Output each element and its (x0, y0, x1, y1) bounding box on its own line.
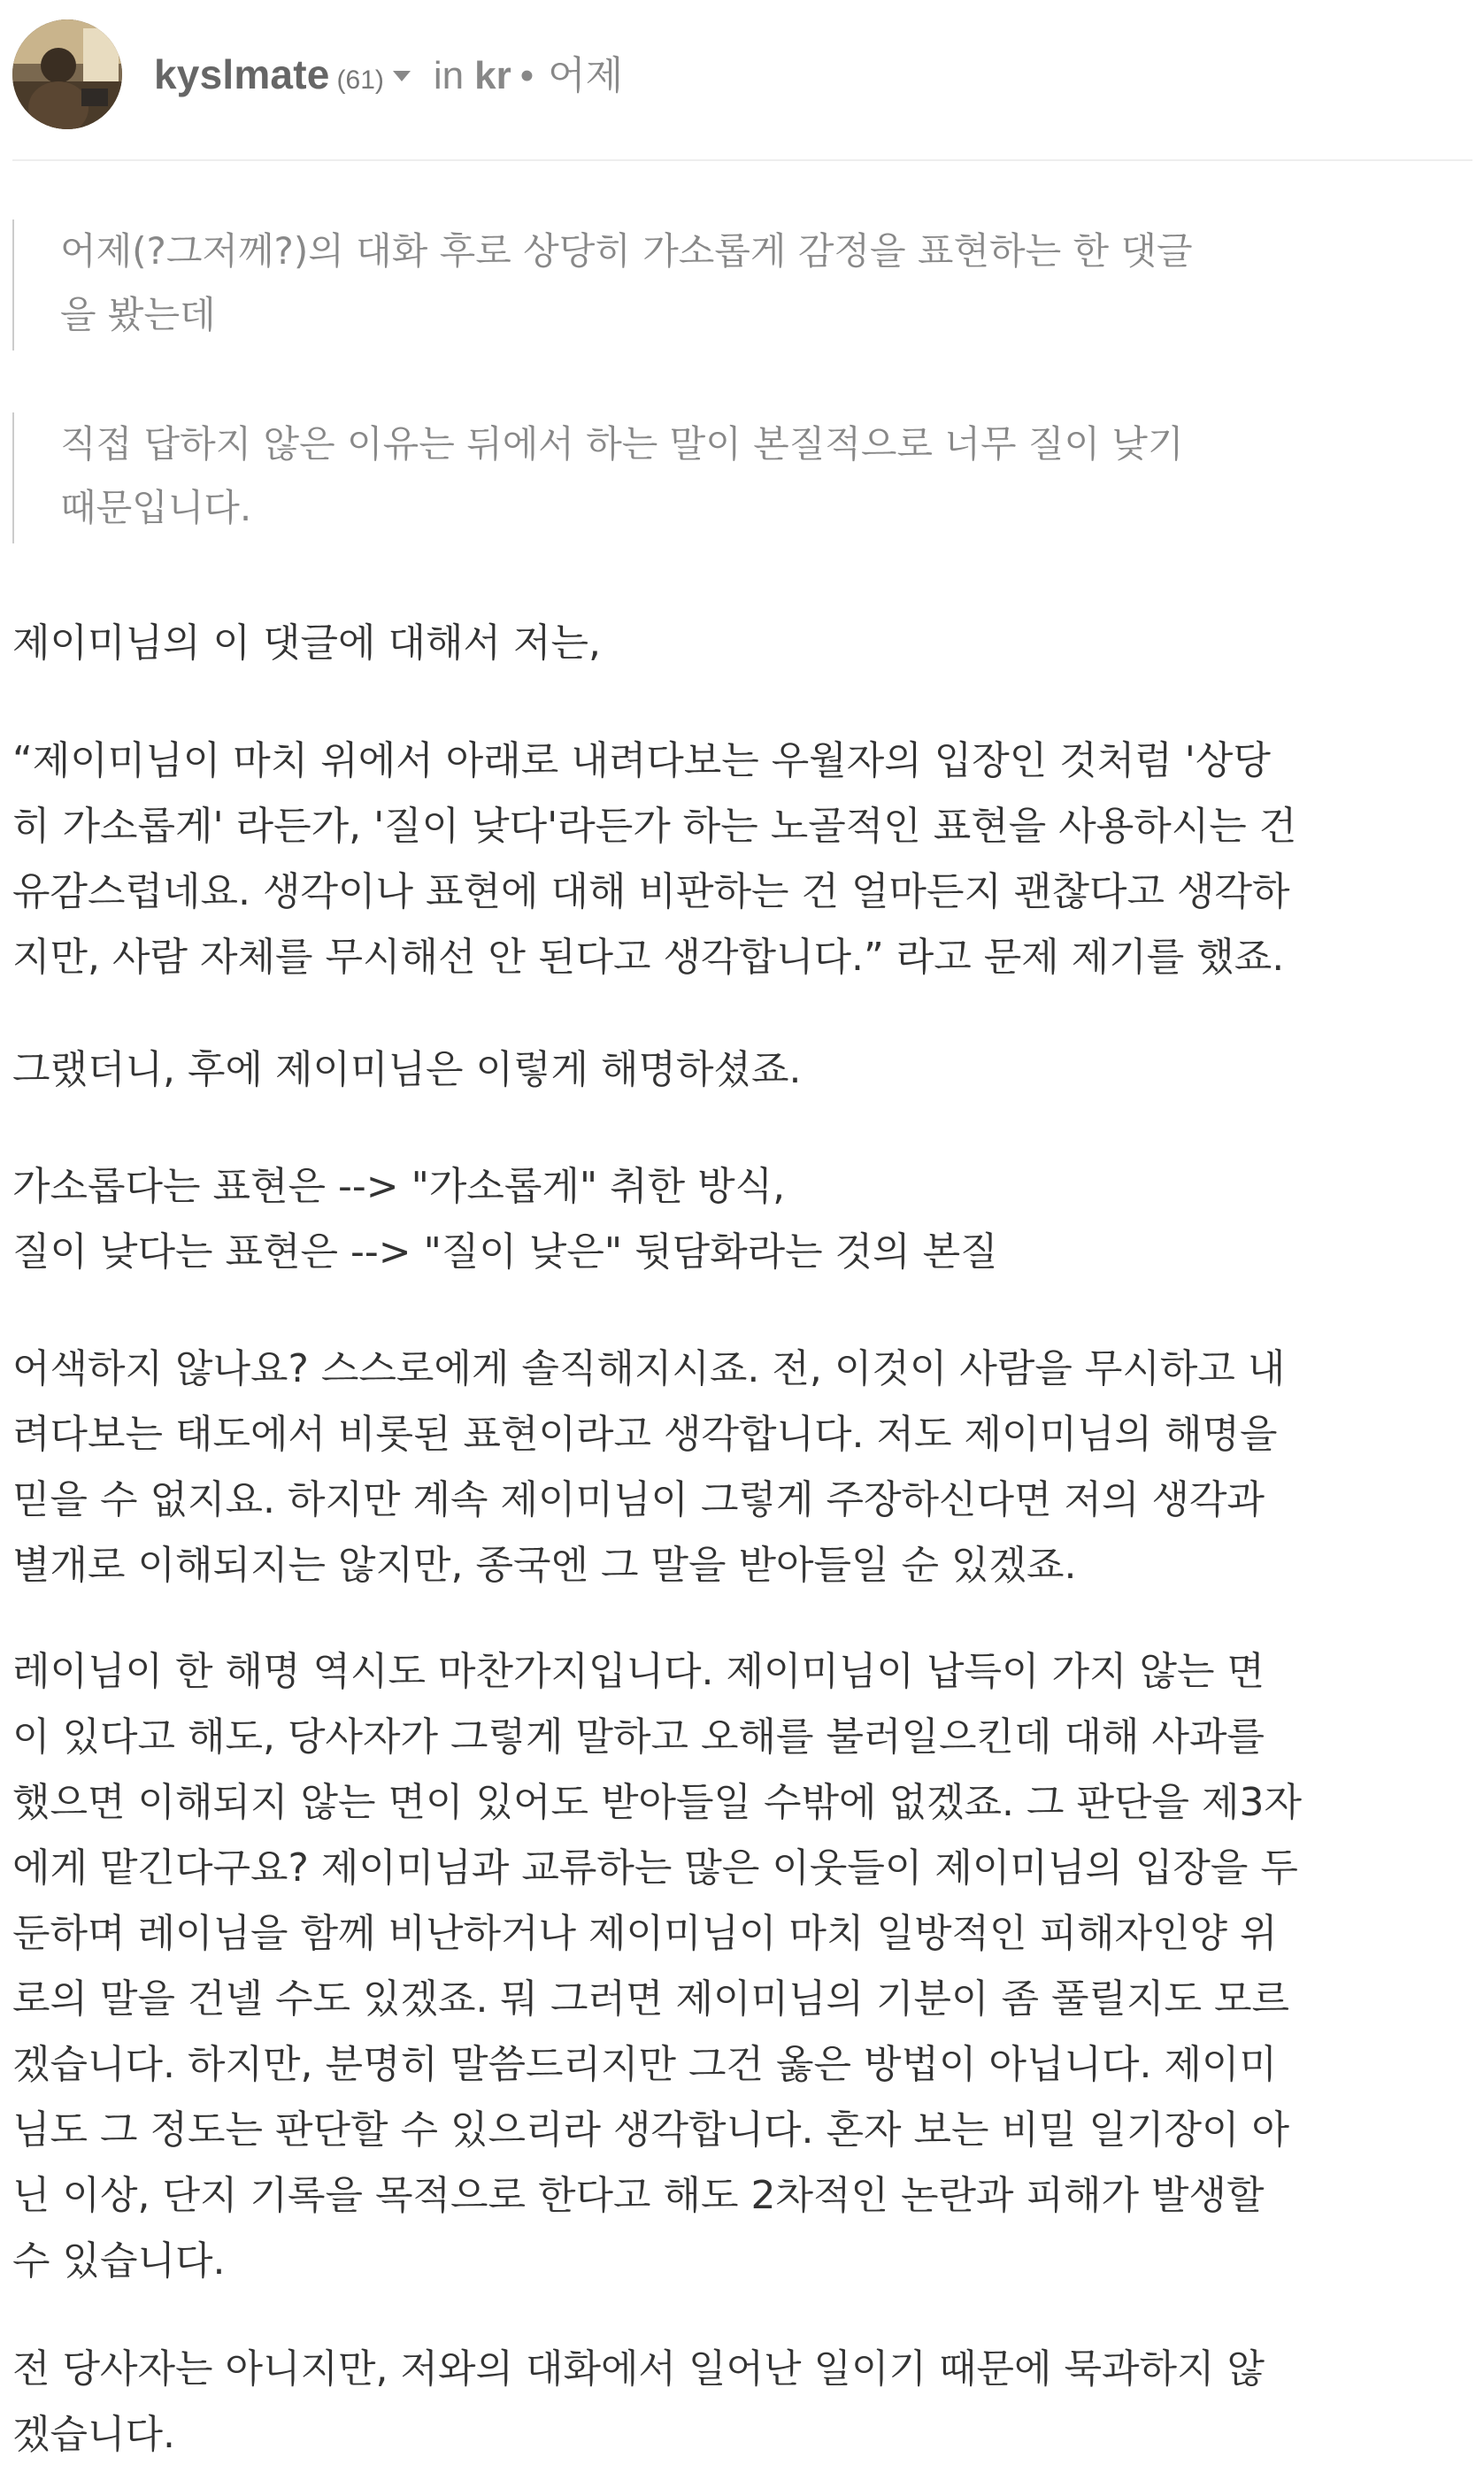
paragraph-7: 전 당사자는 아니지만, 저와의 대화에서 일어난 일이기 때문에 묵과하지 않 겠습니다. (12, 2346, 1265, 2457)
author-reputation: (61) (336, 65, 384, 95)
meta-separator: • (519, 54, 534, 97)
author-avatar[interactable] (12, 19, 122, 129)
paragraph-3: 그랬더니, 후에 제이미님은 이렇게 해명하셨죠. (12, 1047, 802, 1092)
chevron-down-icon[interactable] (393, 71, 411, 81)
author-name[interactable]: kyslmate (154, 51, 330, 97)
paragraph-2: “제이미님이 마치 위에서 아래로 내려다보는 우월자의 입장인 것처럼 '상당 히 가소롭게' 라든가, '질이 낮다'라든가 하는 노골적인 표현을 사용하시는 건 유감스럽네요. 생각이나 표현에 대해 비판하는 건 얼마든지 괜찮다고 생각하 지만, 사람 자체를 무시해선 안 된다고 생각합니다.” 라고 문제 제기를 했죠. (12, 738, 1297, 980)
post-timestamp[interactable]: 어제 (548, 53, 624, 98)
paragraph-5: 어색하지 않나요? 스스로에게 솔직해지시죠. 전, 이것이 사람을 무시하고 내 려다보는 태도에서 비롯된 표현이라고 생각합니다. 저도 제이미님의 해명을 믿을 수 없지요. 하지만 계속 제이미님이 그렇게 주장하신다면 저의 생각과 별개로 이해되지는 않지만, 종국엔 그 말을 받아들일 순 있겠죠. (12, 1346, 1286, 1588)
blockquote-1: 어제(?그저께?)의 대화 후로 상당히 가소롭게 감정을 표현하는 한 댓글 을 봤는데 (12, 220, 1428, 350)
community-tag[interactable]: kr (474, 54, 511, 97)
paragraph-6: 레이님이 한 해명 역시도 마찬가지입니다. 제이미님이 납득이 가지 않는 면 이 있다고 해도, 당사자가 그렇게 말하고 오해를 불러일으킨데 대해 사과를 했으면 이해되지 않는 면이 있어도 받아들일 수밖에 없겠죠. 그 판단을 제3자 에게 맡긴다구요? 제이미님과 교류하는 많은 이웃들이 제이미님의 입장을 두 둔하며 레이님을 함께 비난하거나 제이미님이 마치 일방적인 피해자인양 위 로의 말을 건넬 수도 있겠죠. 뭐 그러면 제이미님의 기분이 좀 풀릴지도 모르 겠습니다. 하지만, 분명히 말씀드리지만 그건 옳은 방법이 아닙니다. 제이미 님도 그 정도는 판단할 수 있으리라 생각합니다. 혼자 보는 비밀 일기장이 아 닌 이상, 단지 기록을 목적으로 한다고 해도 2차적인 논란과 피해가 발생할 수 있습니다. (12, 1649, 1302, 2284)
header-divider (12, 159, 1472, 161)
paragraph-4: 가소롭다는 표현은 --> "가소롭게" 취한 방식, 질이 낮다는 표현은 --> "질이 낮은" 뒷담화라는 것의 본질 (12, 1164, 998, 1275)
in-label: in (433, 54, 465, 97)
user-avatar-photo-icon (12, 19, 122, 129)
blockquote-2: 직접 답하지 않은 이유는 뒤에서 하는 말이 본질적으로 너무 질이 낮기 때문입니다. (12, 412, 1428, 543)
post-header (12, 12, 1472, 136)
post-meta (154, 43, 623, 100)
paragraph-1: 제이미님의 이 댓글에 대해서 저는, (12, 620, 601, 666)
